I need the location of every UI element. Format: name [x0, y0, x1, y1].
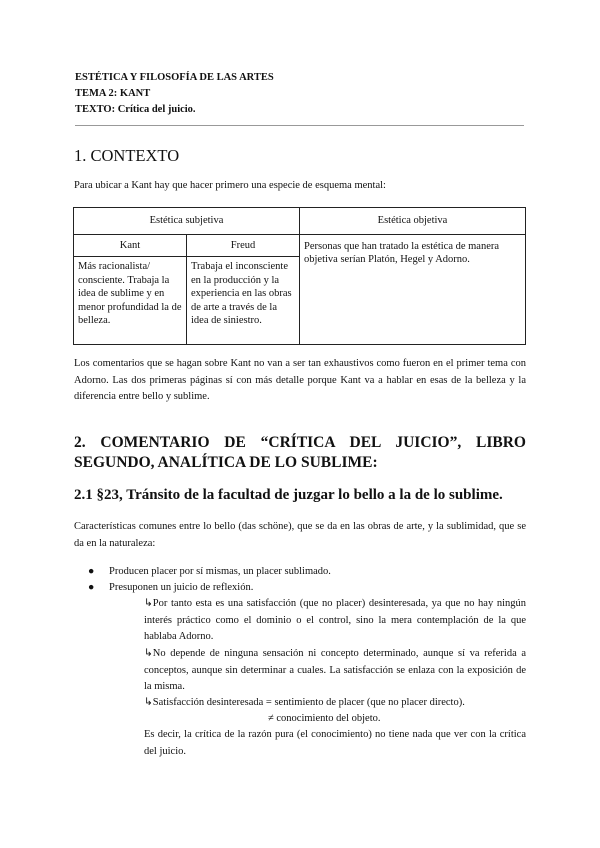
header-subjective: Estética subjetiva [74, 208, 300, 235]
header-kant: Kant [74, 234, 187, 257]
bullet-icon: ● [88, 566, 95, 577]
divider [75, 125, 524, 126]
text-value: Crítica del juicio. [117, 104, 196, 115]
section-1-intro: Para ubicar a Kant hay que hacer primero una especie de esquema mental: [74, 180, 386, 191]
sub-point: ↳Satisfacción desinteresada = sentimiento de placer (que no placer directo). [144, 697, 465, 708]
bullet-icon: ● [88, 582, 95, 593]
cell-freud: Trabaja el inconsciente en la producción y la experiencia en las obras de arte a través de la idea de siniestro. [187, 257, 300, 345]
header-freud: Freud [187, 234, 300, 257]
list-item [74, 580, 526, 596]
sub-point: ↳Por tanto esta es una satisfacción (que no placer) desinteresada, ya que no hay ningún interés práctico como el dominio o el control, sino la mera contemplación de la que hablaba Adorno. [144, 598, 526, 642]
section-1-comment: Los comentarios que se hagan sobre Kant no van a ser tan exhaustivos como fueron en el primer tema con Adorno. Las dos primeras páginas sí con más detalle porque Kant va a hablar en esas de la belleza y la diferencia entre bello y sublime. [74, 358, 526, 402]
list-item-text: Producen placer por sí mismas, un placer sublimado. [109, 566, 331, 577]
neq-line: ≠ conocimiento del objeto. [268, 713, 381, 724]
topic-title: TEMA 2: KANT [75, 88, 151, 99]
section-2-1-heading: 2.1 §23, Tránsito de la facultad de juzgar lo bello a la de lo sublime. [74, 487, 503, 503]
section-2-intro: Características comunes entre lo bello (das schöne), que se da en las obras de arte, y la sublimidad, que se da en la naturaleza: [74, 521, 526, 549]
conclusion: Es decir, la crítica de la razón pura (el conocimiento) no tiene nada que ver con la crítica del juicio. [144, 729, 526, 757]
cell-objective: Personas que han tratado la estética de manera objetiva serían Platón, Hegel y Adorno. [300, 234, 526, 345]
list-item-text: Presuponen un juicio de reflexión. [109, 582, 254, 593]
section-1-heading: 1. CONTEXTO [74, 146, 180, 165]
text-label: TEXTO: [75, 104, 116, 115]
characteristics-list [74, 564, 526, 596]
text-title [75, 102, 196, 118]
sub-point: ↳No depende de ninguna sensación ni concepto determinado, aunque sí va referida a conceptos, aunque sin determinar a cuales. La satisfacción se enlaza con la exposición de la misma. [144, 648, 526, 692]
list-item [74, 564, 526, 580]
aesthetics-table [73, 207, 526, 345]
course-title: ESTÉTICA Y FILOSOFÍA DE LAS ARTES [75, 72, 274, 83]
header-objective: Estética objetiva [300, 208, 526, 235]
cell-kant: Más racionalista/ consciente. Trabaja la idea de sublime y en menor profundidad la de belleza. [74, 257, 187, 345]
section-2-heading: 2. COMENTARIO DE “CRÍTICA DEL JUICIO”, LIBRO SEGUNDO, ANALÍTICA DE LO SUBLIME: [74, 434, 526, 471]
